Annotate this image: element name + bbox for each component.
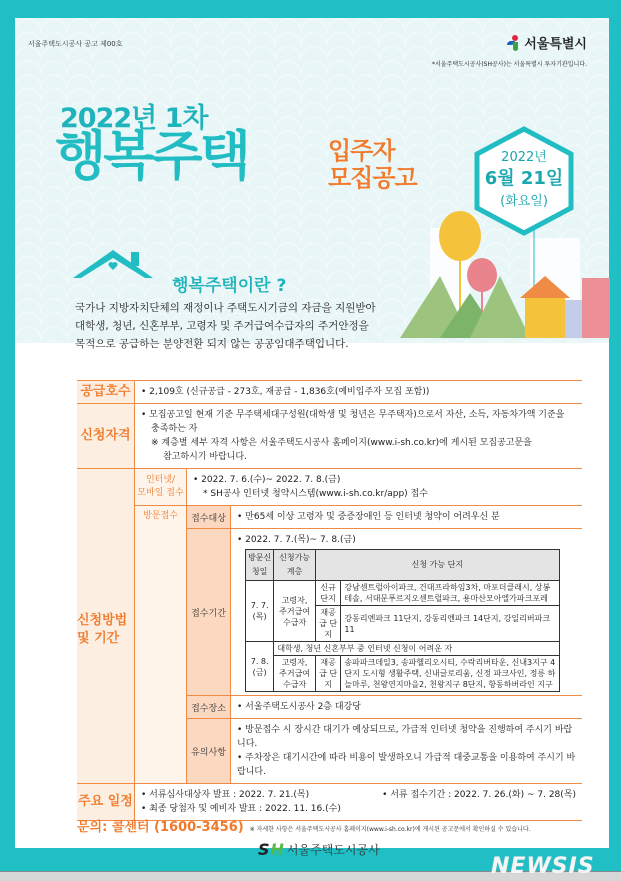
visit-target-row <box>187 506 582 529</box>
schedule-row <box>246 642 560 656</box>
schedule-date: 7. 8.(금) <box>246 642 274 692</box>
sh-org-name: 서울주택도시공사 <box>286 843 380 857</box>
visit-schedule-table <box>245 549 560 692</box>
year-title: 2022년 1차 <box>60 103 208 134</box>
schedule-header: 신청 가능 단지 <box>315 550 559 581</box>
about-line: 목적으로 공급하는 분양전환 되지 않는 공공임대주택입니다. <box>75 338 349 350</box>
supply-label: 공급호수 <box>77 381 135 403</box>
schedule-value <box>135 784 582 820</box>
visit-label: 방문접수 <box>135 506 187 783</box>
inquiry-note: ※ 자세한 사항은 서울주택도시공사 홈페이지(www.i-sh.co.kr)에 게시된 공고문에서 확인하실 수 있습니다. <box>249 826 531 833</box>
online-period: • 2022. 7. 6.(수)~ 2022. 7. 8.(금) <box>193 475 341 485</box>
visit-caution-value <box>231 719 582 783</box>
visit-place-label: 접수장소 <box>187 696 231 718</box>
schedule-type: 재공급 단지 <box>315 656 341 692</box>
about-line: 대학생, 청년, 신혼부부, 고령자 및 주거급여수급자의 주거안정을 <box>75 320 369 332</box>
eligibility-label: 신청자격 <box>77 404 135 468</box>
visit-body <box>187 506 582 783</box>
date-badge-year: 2022년 <box>501 150 547 165</box>
visit-caution-row <box>187 719 582 783</box>
inquiry-callcenter: 문의: 콜센터 (1600-3456) <box>77 820 244 835</box>
visit-row <box>135 506 582 783</box>
visit-period-value <box>231 529 582 695</box>
sh-logo-s-icon: S <box>258 840 270 859</box>
visit-target-value: • 만65세 이상 고령자 및 중증장애인 등 인터넷 청약이 어려우신 분 <box>237 512 500 522</box>
about-description <box>75 299 395 353</box>
inquiry <box>77 816 531 835</box>
schedule-group: 고령자, 주거급여 수급자 <box>274 656 316 692</box>
method-label <box>77 469 135 783</box>
method-label-line1: 신청방법 <box>77 613 128 628</box>
eligibility-line: ※ 계층별 세부 자격 사항은 서울주택도시공사 홈페이지(www.i-sh.co.kr)에 게시된 모집공고문을 <box>151 438 532 448</box>
schedule-item: • 서류심사대상자 발표 : 2022. 7. 21.(목) <box>141 790 310 800</box>
online-label-line1: 인터넷/ <box>145 475 176 485</box>
schedule-label: 주요 일정 <box>77 784 135 820</box>
online-label <box>135 469 187 505</box>
newsis-watermark: NEWSIS <box>491 854 595 879</box>
schedule-item: • 최종 당첨자 및 예비자 발표 : 2022. 11. 16.(수) <box>141 804 341 814</box>
schedule-complexes: 송파파크데일3, 송파헬리오시티, 수락리버타운, 신내3지구 4단지 도시형 생활주택, 신내글로리움, 신정 파크사인, 정릉 하늘마루, 천왕연지마을2, 천왕지구 8단지, 항동하버라인 지구 <box>341 656 560 692</box>
row-supply <box>77 381 582 404</box>
sub-title-line2: 모집공고 <box>328 164 417 192</box>
eligibility-line: • 모집공고일 현재 기준 무주택세대구성원(대학생 및 청년은 무주택자)으로서 자산, 소득, 자동차가액 기준을 <box>141 410 565 420</box>
caution-item: • 주차장은 대기시간에 따라 비용이 발생하오니 가급적 대중교통을 이용하여 주시기 바랍니다. <box>237 753 576 777</box>
sh-logo <box>258 840 380 859</box>
method-label-line2: 및 기간 <box>77 631 120 646</box>
visit-caution-label: 유의사항 <box>187 719 231 783</box>
date-badge-weekday: (화요일) <box>500 194 548 209</box>
eligibility-line: 참고하시기 바랍니다. <box>163 452 247 462</box>
row-method <box>77 469 582 784</box>
date-badge-date: 6월 21일 <box>484 168 564 189</box>
supply-value: • 2,109호 (신규공급 - 273호, 재공급 - 1,836호(예비입주자 모집 포함)) <box>141 387 430 397</box>
eligibility-line: 충족하는 자 <box>151 424 198 434</box>
seoul-logo-text: 서울특별시 <box>524 37 587 52</box>
schedule-item: • 서류 접수기간 : 2022. 7. 26.(화) ~ 7. 28(목) <box>382 790 576 800</box>
town-illustration <box>410 198 610 338</box>
schedule-complexes: 강동리엔파크 11단지, 강동리엔파크 14단지, 강일리버파크11 <box>341 606 560 642</box>
investor-note: *서울주택도시공사(SH공사)는 서울특별시 투자기관입니다. <box>431 61 587 68</box>
visit-period-text: • 2022. 7. 7.(목)~ 7. 8.(금) <box>237 535 356 545</box>
schedule-row <box>246 581 560 606</box>
schedule-group: 고령자, 주거급여 수급자 <box>274 581 316 642</box>
online-note: * SH공사 인터넷 청약시스템(www.i-sh.co.kr/app) 접수 <box>203 489 428 499</box>
online-label-line2: 모바일 접수 <box>137 488 184 498</box>
seoul-city-logo <box>507 33 587 52</box>
schedule-type: 재공급 단지 <box>315 606 341 642</box>
sub-title-line1: 입주자 <box>328 137 395 165</box>
schedule-type: 신규 단지 <box>315 581 341 606</box>
row-eligibility <box>77 404 582 469</box>
schedule-header: 신청가능 계층 <box>274 550 316 581</box>
info-table <box>77 380 582 821</box>
sh-logo-h-icon: H <box>270 840 284 859</box>
online-row <box>135 469 582 506</box>
about-line: 국가나 지방자치단체의 재정이나 주택도시기금의 자금을 지원받아 <box>75 302 376 314</box>
visit-place-row <box>187 696 582 719</box>
notice-number: 서울주택도시공사 공고 제00호 <box>28 40 123 48</box>
schedule-complexes: 강남센트럴아이파크, 건대프라하임3차, 마포더클래시, 상봉테솔, 서대문푸르지오센트럴파크, 용마산모아엘가파크포레 <box>341 581 560 606</box>
seoul-logo-icon <box>507 35 521 51</box>
schedule-row <box>246 656 560 692</box>
schedule-note: 대학생, 청년 신혼부부 중 인터넷 신청이 어려운 자 <box>274 642 560 656</box>
about-heading: 행복주택이란 ? <box>172 276 287 296</box>
visit-period-label: 접수기간 <box>187 529 231 695</box>
method-body <box>135 469 582 783</box>
schedule-date: 7. 7.(목) <box>246 581 274 642</box>
eligibility-value <box>135 404 582 468</box>
sub-title <box>328 138 417 192</box>
visit-target-label: 접수대상 <box>187 506 231 528</box>
schedule-header: 방문신청일 <box>246 550 274 581</box>
visit-period-row <box>187 529 582 696</box>
visit-place-value: • 서울주택도시공사 2층 대강당 <box>237 702 361 712</box>
house-roof-icon <box>73 248 169 284</box>
caution-item: • 방문접수 시 장시간 대기가 예상되므로, 가급적 인터넷 청약을 진행하여 주시기 바랍니다. <box>237 725 573 749</box>
main-title: 행복주택 <box>55 126 248 187</box>
online-value <box>187 469 582 505</box>
poster <box>15 18 609 879</box>
